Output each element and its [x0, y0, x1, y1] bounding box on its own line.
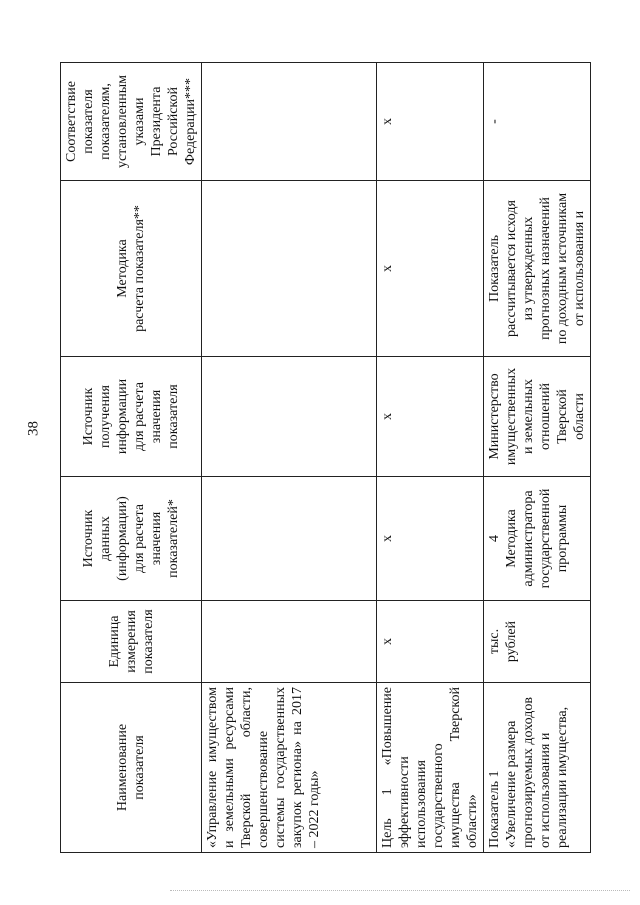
header-info-source: Источник получения информации для расчета значения показателя [61, 357, 202, 477]
row-indicator1-info-source: Министерство имущественных и земельных отношений Тверской области [484, 357, 591, 477]
row-indicator1-unit: тыс. рублей [484, 601, 591, 683]
header-method: Методика расчета показателя** [61, 181, 202, 357]
header-unit: Единица измерения показателя [61, 601, 202, 683]
row-program-data-source [202, 477, 377, 601]
header-conformity: Соответствие показателя показателям, установленным указами Президента Российской Федерации*** [61, 63, 202, 181]
row-program-unit [202, 601, 377, 683]
row-goal1-data-source: х [377, 477, 484, 601]
row-program-method [202, 181, 377, 357]
indicators-table [60, 62, 591, 853]
row-indicator1-name: Показатель 1 «Увеличение размера прогнозируемых доходов от использования и реализации имущества, [484, 683, 591, 853]
row-goal1-method: х [377, 181, 484, 357]
row-indicator1-data-source: 4 Методика администратора государственной программы [484, 477, 591, 601]
row-program-conformity [202, 63, 377, 181]
footer-rule [170, 890, 630, 891]
row-goal1-info-source: х [377, 357, 484, 477]
table-row [484, 63, 591, 853]
row-goal1-conformity: х [377, 63, 484, 181]
table-header-row [61, 63, 202, 853]
header-data-source: Источник данных (информации) для расчета значения показателей* [61, 477, 202, 601]
rotated-table-page [60, 63, 587, 853]
row-program-info-source [202, 357, 377, 477]
page-number: 38 [25, 421, 42, 436]
table-row [377, 63, 484, 853]
header-indicator-name: Наименование показателя [61, 683, 202, 853]
row-indicator1-conformity: - [484, 63, 591, 181]
row-goal1-name: Цель 1 «Повышение эффективности использования государственного имущества Тверской области» [377, 683, 484, 853]
row-indicator1-method: Показатель рассчитывается исходя из утвержденных прогнозных назначений по доходным источникам от использования и [484, 181, 591, 357]
row-goal1-unit: х [377, 601, 484, 683]
row-program-name: «Управление имуществом и земельными ресурсами Тверской области, совершенствование системы государственных закупок региона» на 2017 – 2022 годы» [202, 683, 377, 853]
table-row [202, 63, 377, 853]
